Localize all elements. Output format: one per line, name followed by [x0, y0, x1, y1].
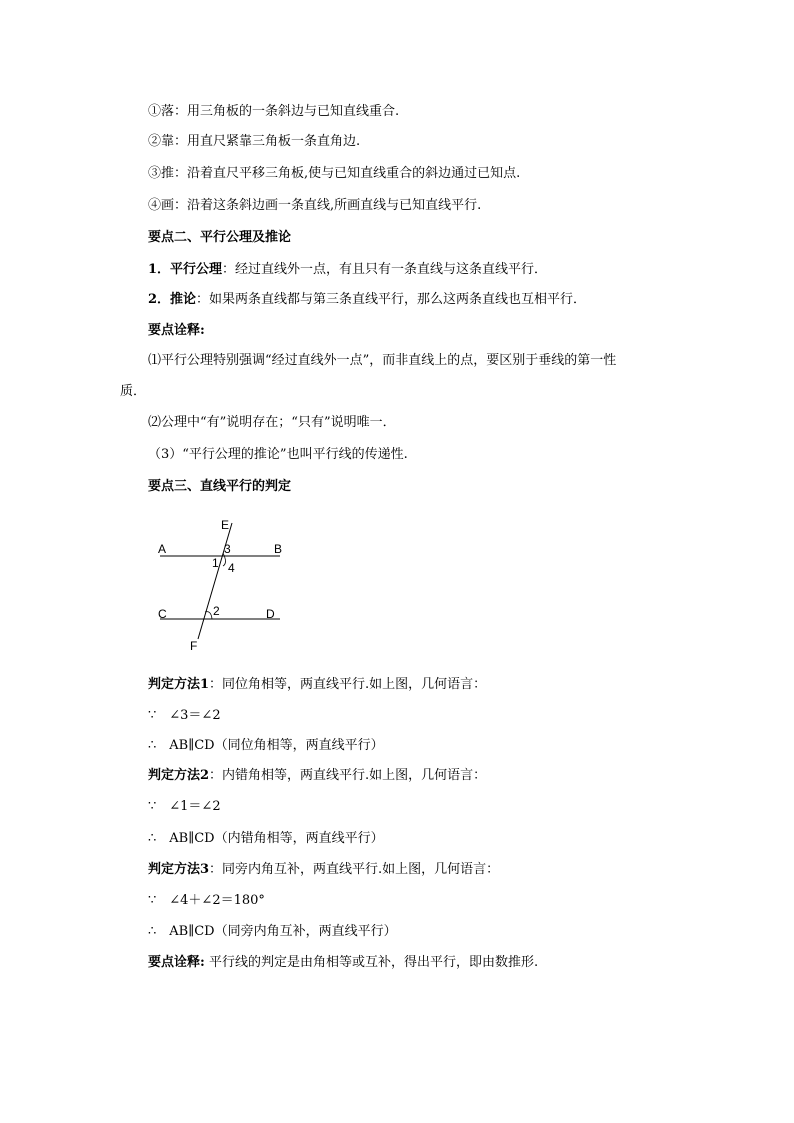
method-1-text: ：同位角相等，两直线平行.如上图，几何语言：: [209, 677, 487, 692]
point2-note-2: ⑵公理中“有”说明存在；“只有”说明唯一．: [148, 415, 396, 430]
point2-note-1-cont: 质．: [120, 384, 147, 399]
line-ef: [198, 523, 232, 639]
method-3-label: 判定方法3: [148, 862, 210, 877]
point2-heading: 要点二、平行公理及推论: [148, 230, 292, 245]
label-c: C: [158, 607, 167, 621]
point3-note-text: 平行线的判定是由角相等或互补，得出平行，即由数推形.: [204, 955, 539, 970]
method-3-therefore: ∴ AB∥CD（同旁内角互补，两直线平行）: [148, 924, 397, 939]
point2-note-3: （3）“平行公理的推论”也叫平行线的传递性.: [148, 447, 408, 462]
method-2-therefore: ∴ AB∥CD（内错角相等，两直线平行）: [148, 831, 384, 846]
method-3-text: ：同旁内角互补，两直线平行.如上图，几何语言：: [209, 862, 500, 877]
method-2-text: ：内错角相等，两直线平行.如上图，几何语言：: [209, 768, 487, 783]
method-1-because: ∵ ∠3＝∠2: [148, 708, 221, 723]
corollary-text: ：如果两条直线都与第三条直线平行，那么这两条直线也互相平行．: [196, 292, 587, 307]
label-2: 2: [213, 604, 220, 618]
label-f: F: [190, 639, 198, 653]
step-1: ①落：用三角板的一条斜边与已知直线重合.: [148, 104, 400, 119]
label-e: E: [221, 518, 230, 532]
parallel-axiom-label: 1．平行公理: [148, 262, 223, 277]
label-1: 1: [212, 556, 219, 570]
method-2: [148, 768, 486, 784]
parallel-axiom: [148, 262, 547, 278]
method-3: [148, 862, 499, 878]
parallel-lines-figure: [148, 515, 288, 653]
method-2-label: 判定方法2: [148, 768, 210, 783]
parallel-axiom-text: ：经过直线外一点，有且只有一条直线与这条直线平行．: [222, 262, 548, 277]
label-d: D: [266, 607, 275, 621]
method-1: [148, 677, 486, 693]
method-1-therefore: ∴ AB∥CD（同位角相等，两直线平行）: [148, 738, 384, 753]
method-2-because: ∵ ∠1＝∠2: [148, 799, 221, 814]
corollary-label: 2．推论: [148, 292, 197, 307]
label-a: A: [158, 542, 167, 556]
label-4: 4: [228, 561, 235, 575]
point3-note: [148, 955, 538, 971]
corollary: [148, 292, 586, 308]
point2-note-label: 要点诠释:: [148, 323, 205, 338]
point2-note-1: ⑴平行公理特别强调“经过直线外一点”，而非直线上的点，要区别于垂线的第一性: [148, 353, 617, 368]
point3-note-label: 要点诠释:: [148, 955, 205, 970]
step-2: ②靠：用直尺紧靠三角板一条直角边.: [148, 134, 361, 149]
method-3-because: ∵ ∠4＋∠2＝180°: [148, 893, 265, 908]
step-4: ④画：沿着这条斜边画一条直线,所画直线与已知直线平行.: [148, 198, 482, 213]
label-3: 3: [224, 542, 231, 556]
label-b: B: [274, 542, 283, 556]
figure-svg: [148, 515, 288, 653]
step-3: ③推：沿着直尺平移三角板,使与已知直线重合的斜边通过已知点.: [148, 166, 521, 181]
method-1-label: 判定方法1: [148, 677, 210, 692]
point3-heading: 要点三、直线平行的判定: [148, 479, 292, 494]
